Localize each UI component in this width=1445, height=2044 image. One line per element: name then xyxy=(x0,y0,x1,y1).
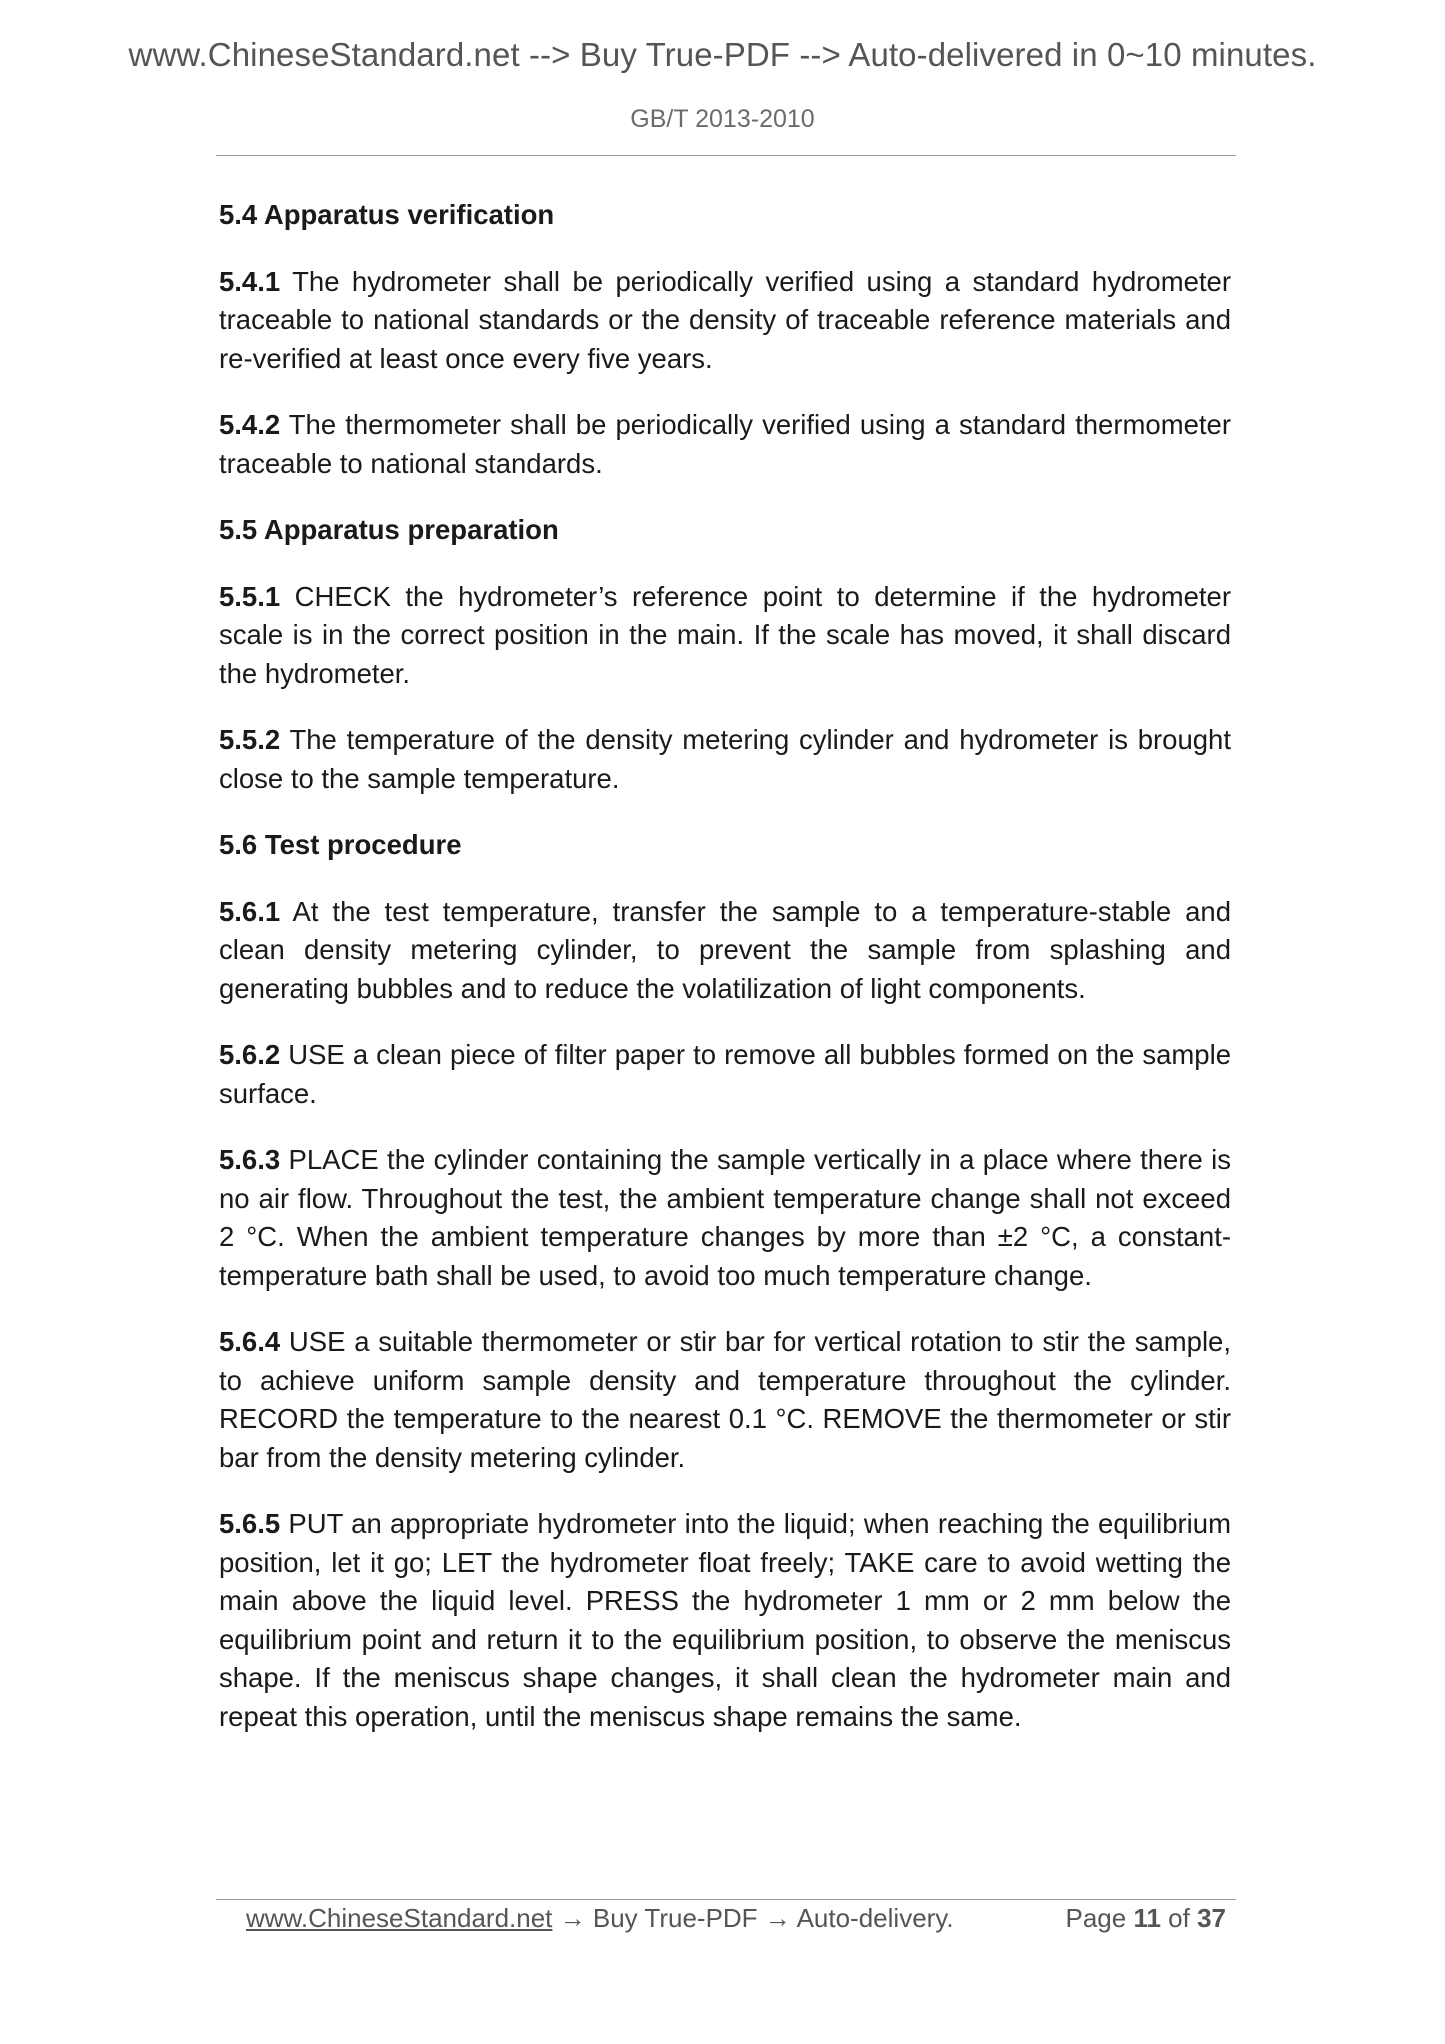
paragraph-number: 5.4.2 xyxy=(219,409,281,440)
paragraph-text: At the test temperature, transfer the sample to a temperature-stable and clean density metering cylinder, to prevent the sample from splashing and generating bubbles and to reduce the volatilization of light components. xyxy=(219,895,1231,1004)
section-5-5 xyxy=(219,511,1231,798)
footer-divider xyxy=(216,1899,1236,1900)
document-code: GB/T 2013-2010 xyxy=(630,105,815,133)
paragraph-text: The thermometer shall be periodically verified using a standard thermometer traceable to national standards. xyxy=(219,409,1231,479)
section-heading: 5.6 Test procedure xyxy=(219,829,462,860)
page-total: 37 xyxy=(1197,1903,1226,1933)
paragraph xyxy=(219,1036,1231,1113)
paragraph-number: 5.6.5 xyxy=(219,1508,281,1539)
section-5-4 xyxy=(219,196,1231,483)
section-5-6 xyxy=(219,826,1231,1736)
paragraph-text: USE a suitable thermometer or stir bar for vertical rotation to stir the sample, to achieve uniform sample density and temperature throughout the cylinder. RECORD the temperature to the nearest 0.1 °C. REMOVE the thermometer or stir bar from the density metering cylinder. xyxy=(219,1326,1231,1473)
paragraph xyxy=(219,578,1231,694)
paragraph-number: 5.6.4 xyxy=(219,1326,281,1357)
paragraph-text: USE a clean piece of filter paper to remove all bubbles formed on the sample surface. xyxy=(219,1039,1231,1109)
page-of-label: of xyxy=(1160,1903,1198,1933)
section-heading: 5.4 Apparatus verification xyxy=(219,199,555,230)
paragraph xyxy=(219,721,1231,798)
page-indicator xyxy=(1065,1903,1226,1934)
header-banner: www.ChineseStandard.net --> Buy True-PDF --> Auto-delivered in 0~10 minutes. xyxy=(128,36,1317,73)
paragraph-number: 5.6.3 xyxy=(219,1144,281,1175)
paragraph-number: 5.6.1 xyxy=(219,895,281,927)
paragraph-text: CHECK the hydrometer’s reference point to determine if the hydrometer scale is in the correct position in the main. If the scale has moved, it shall discard the hydrometer. xyxy=(219,580,1231,689)
paragraph xyxy=(219,1323,1231,1477)
footer-promo xyxy=(246,1903,954,1934)
paragraph-number: 5.5.1 xyxy=(219,580,281,612)
footer-link[interactable]: www.ChineseStandard.net xyxy=(246,1903,553,1933)
paragraph-number: 5.4.1 xyxy=(219,265,281,297)
paragraph xyxy=(219,406,1231,483)
paragraph-text: The temperature of the density metering cylinder and hydrometer is brought close to the sample temperature. xyxy=(219,724,1231,794)
paragraph-number: 5.6.2 xyxy=(219,1039,281,1070)
paragraph xyxy=(219,1505,1231,1736)
paragraph xyxy=(219,1141,1231,1295)
paragraph xyxy=(219,263,1231,379)
page-label: Page xyxy=(1065,1903,1134,1933)
page-current: 11 xyxy=(1133,1903,1161,1933)
paragraph-text: PUT an appropriate hydrometer into the liquid; when reaching the equilibrium position, let it go; LET the hydrometer float freely; TAKE care to avoid wetting the main above the liquid level. PRESS the hydrometer 1 mm or 2 mm below the equilibrium point and return it to the equilibrium position, to observe the meniscus shape. If the meniscus shape changes, it shall clean the hydrometer main and repeat this operation, until the meniscus shape remains the same. xyxy=(219,1508,1231,1732)
document-body xyxy=(219,196,1231,1764)
footer-promo-text: → Buy True-PDF → Auto-delivery. xyxy=(552,1903,954,1933)
paragraph-number: 5.5.2 xyxy=(219,724,281,755)
paragraph-text: PLACE the cylinder containing the sample vertically in a place where there is no air flow. Throughout the test, the ambient temperature change shall not exceed 2 °C. When the ambient temperature changes by more than ±2 °C, a constant-temperature bath shall be used, to avoid too much temperature change. xyxy=(219,1144,1231,1291)
paragraph-text: The hydrometer shall be periodically verified using a standard hydrometer traceable to national standards or the density of traceable reference materials and re-verified at least once every five years. xyxy=(219,265,1231,374)
page-footer xyxy=(246,1903,1236,1943)
header-divider xyxy=(216,155,1236,156)
section-heading: 5.5 Apparatus preparation xyxy=(219,514,559,545)
paragraph xyxy=(219,893,1231,1009)
